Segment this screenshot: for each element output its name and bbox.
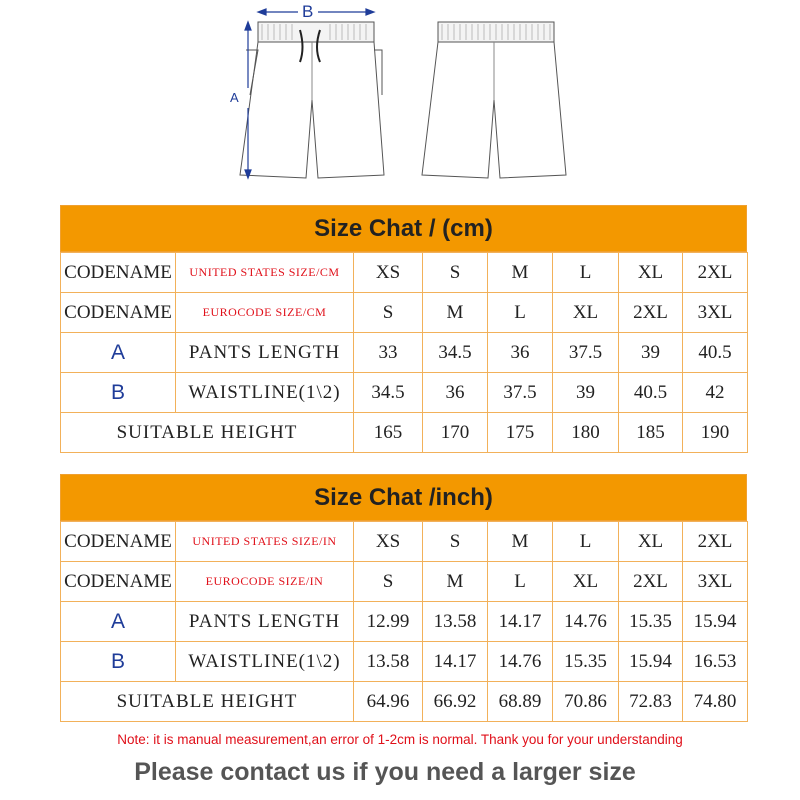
table-cell: 14.17 xyxy=(423,642,488,682)
table-cell: 68.89 xyxy=(488,682,553,722)
table-cell: 64.96 xyxy=(354,682,423,722)
table-cell: 36 xyxy=(488,333,553,373)
table-cell: 165 xyxy=(354,413,423,453)
table-cell: L xyxy=(553,522,619,562)
table-cell: XL xyxy=(619,253,683,293)
table-cell: A xyxy=(61,333,176,373)
table-cell: B xyxy=(61,373,176,413)
table-cell: L xyxy=(488,562,553,602)
table-cell: 15.35 xyxy=(553,642,619,682)
table-cell: 34.5 xyxy=(423,333,488,373)
table-row xyxy=(61,562,748,602)
table-cell: 2XL xyxy=(619,562,683,602)
table-cell: XL xyxy=(553,293,619,333)
table-row xyxy=(61,682,748,722)
table-cell: EUROCODE SIZE/CM xyxy=(176,293,354,333)
table-cell: 14.17 xyxy=(488,602,553,642)
table-cell: L xyxy=(553,253,619,293)
table-cell: CODENAME xyxy=(61,293,176,333)
table-row xyxy=(61,602,748,642)
table-cell: XL xyxy=(553,562,619,602)
table-cell: 15.94 xyxy=(683,602,748,642)
table-cell: SUITABLE HEIGHT xyxy=(61,413,354,453)
table-cell: 13.58 xyxy=(423,602,488,642)
table-cell: 13.58 xyxy=(354,642,423,682)
table-cell: B xyxy=(61,642,176,682)
table-cell: S xyxy=(354,293,423,333)
table-cell: WAISTLINE(1\2) xyxy=(176,642,354,682)
table-cell: 2XL xyxy=(683,522,748,562)
table-cell: 180 xyxy=(553,413,619,453)
table-row xyxy=(61,413,748,453)
size-table-inch xyxy=(60,474,747,722)
table-row xyxy=(61,642,748,682)
table-cell: 12.99 xyxy=(354,602,423,642)
table-row xyxy=(61,253,748,293)
table-cell: M xyxy=(488,253,553,293)
size-table-cm xyxy=(60,205,747,453)
back-shorts-drawing xyxy=(422,22,566,178)
table-cell: XS xyxy=(354,522,423,562)
table-cell: CODENAME xyxy=(61,562,176,602)
table-title-cm: Size Chat / (cm) xyxy=(60,205,747,252)
table-cell: PANTS LENGTH xyxy=(176,602,354,642)
contact-message: Please contact us if you need a larger size xyxy=(134,758,636,786)
table-title-inch: Size Chat /inch) xyxy=(60,474,747,521)
table-cell: 15.94 xyxy=(619,642,683,682)
table-cell: 40.5 xyxy=(619,373,683,413)
table-cell: 2XL xyxy=(683,253,748,293)
table-cell: 34.5 xyxy=(354,373,423,413)
table-cell: 37.5 xyxy=(553,333,619,373)
dimension-label-a: A xyxy=(230,90,239,105)
table-cell: 33 xyxy=(354,333,423,373)
table-cell: PANTS LENGTH xyxy=(176,333,354,373)
dimension-label-b: B xyxy=(302,2,314,21)
measurement-note: Note: it is manual measurement,an error of 1-2cm is normal. Thank you for your understanding xyxy=(117,732,683,747)
table-cell: M xyxy=(423,562,488,602)
table-cell: 66.92 xyxy=(423,682,488,722)
table-cell: UNITED STATES SIZE/CM xyxy=(176,253,354,293)
table-cell: 14.76 xyxy=(553,602,619,642)
table-cell: WAISTLINE(1\2) xyxy=(176,373,354,413)
table-cell: 14.76 xyxy=(488,642,553,682)
table-row xyxy=(61,293,748,333)
table-cell: 36 xyxy=(423,373,488,413)
table-cell: EUROCODE SIZE/IN xyxy=(176,562,354,602)
table-cell: 190 xyxy=(683,413,748,453)
table-cell: 15.35 xyxy=(619,602,683,642)
table-cell: S xyxy=(354,562,423,602)
table-row xyxy=(61,373,748,413)
table-cell: 3XL xyxy=(683,562,748,602)
table-cell: 2XL xyxy=(619,293,683,333)
table-cell: 175 xyxy=(488,413,553,453)
table-cell: 185 xyxy=(619,413,683,453)
table-cell: A xyxy=(61,602,176,642)
front-shorts-drawing xyxy=(240,22,384,178)
table-cell: 170 xyxy=(423,413,488,453)
table-cell: XL xyxy=(619,522,683,562)
table-cell: 16.53 xyxy=(683,642,748,682)
shorts-illustration xyxy=(0,0,800,200)
waist-dimension-arrow xyxy=(258,9,374,15)
table-row xyxy=(61,333,748,373)
table-cell: 37.5 xyxy=(488,373,553,413)
table-cell: UNITED STATES SIZE/IN xyxy=(176,522,354,562)
table-cell: XS xyxy=(354,253,423,293)
table-cell: M xyxy=(488,522,553,562)
table-cell: 40.5 xyxy=(683,333,748,373)
table-cell: 72.83 xyxy=(619,682,683,722)
table-cell: 39 xyxy=(619,333,683,373)
table-cell: 74.80 xyxy=(683,682,748,722)
table-cell: S xyxy=(423,253,488,293)
table-cell: M xyxy=(423,293,488,333)
table-cell: S xyxy=(423,522,488,562)
table-cell: 42 xyxy=(683,373,748,413)
table-cell: 3XL xyxy=(683,293,748,333)
table-cell: SUITABLE HEIGHT xyxy=(61,682,354,722)
table-row xyxy=(61,522,748,562)
table-cell: L xyxy=(488,293,553,333)
table-cell: CODENAME xyxy=(61,253,176,293)
table-cell: 70.86 xyxy=(553,682,619,722)
table-cell: 39 xyxy=(553,373,619,413)
table-cell: CODENAME xyxy=(61,522,176,562)
